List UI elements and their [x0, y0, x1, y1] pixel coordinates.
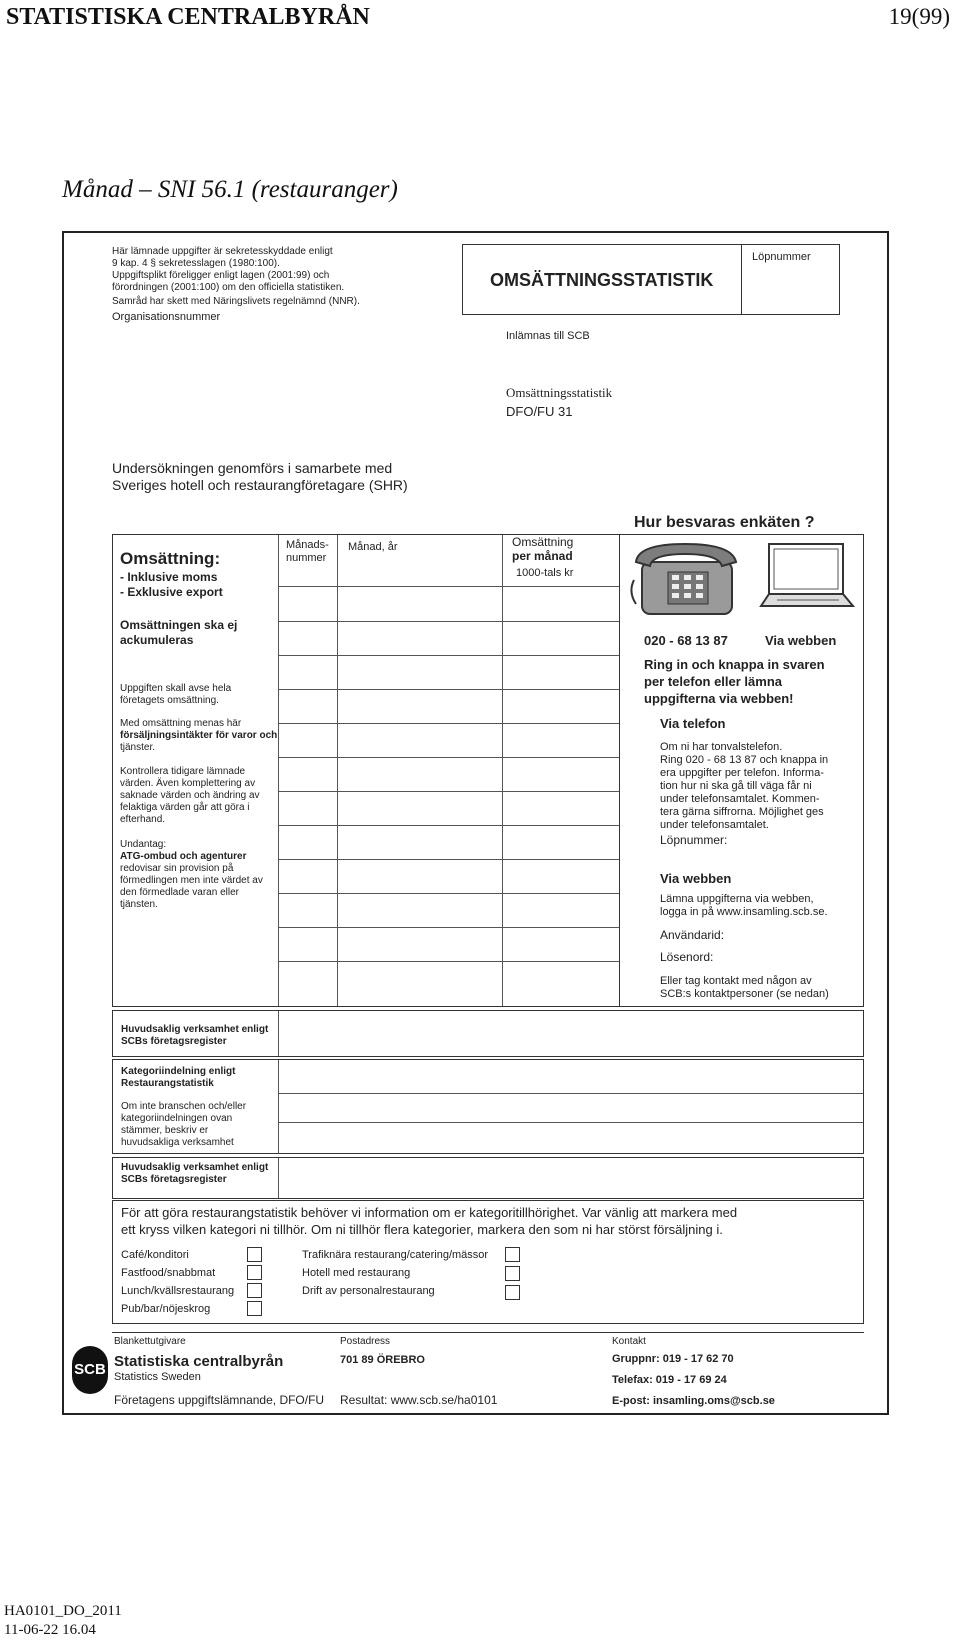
phone-line: tion hur ni ska gå till väga får ni — [660, 780, 812, 792]
cat-traffic-checkbox[interactable] — [505, 1247, 520, 1262]
cat-traffic: Trafiknära restaurang/catering/mässor — [302, 1249, 489, 1261]
label-line: stämmer, beskriv er — [121, 1125, 209, 1136]
email-address: E-post: insamling.oms@scb.se — [612, 1395, 775, 1407]
phone-number: 020 - 68 13 87 — [644, 633, 728, 648]
conf-line: 9 kap. 4 § sekretesslagen (1980:100). — [112, 258, 280, 269]
describe-label — [121, 1101, 246, 1149]
laptop-icon — [757, 540, 857, 614]
label-line: Huvudsaklig verksamhet enligt — [121, 1024, 269, 1035]
postal-address: 701 89 ÖREBRO — [340, 1354, 425, 1366]
section-subtitle: Månad – SNI 56.1 (restauranger) — [62, 176, 398, 203]
cat-staff-checkbox[interactable] — [505, 1285, 520, 1300]
via-web-label: Via webben — [765, 633, 837, 648]
meaning-note — [120, 718, 277, 754]
note-line: tjänsten. — [120, 899, 158, 910]
lopnummer-label: Löpnummer — [752, 251, 811, 263]
phone-line: Ring 020 - 68 13 87 och knappa in — [660, 754, 829, 766]
intro-line: ett kryss vilken kategori ni tillhör. Om ni tillhör flera kategorier, markera den som ni har störst försäljning i. — [121, 1222, 723, 1237]
phone-line: Om ni har tonvalstelefon. — [660, 741, 783, 753]
note-line: saknade värden och ändring av — [120, 790, 260, 801]
note-line: ATG-ombud och agenturer — [120, 851, 247, 862]
ring-line: uppgifterna via webben! — [644, 691, 794, 706]
cat-staff: Drift av personalrestaurang — [302, 1285, 435, 1297]
col-header-line: Månads- — [286, 539, 329, 551]
label-line: Huvudsaklig verksamhet enligt — [121, 1162, 269, 1173]
label-line: SCBs företagsregister — [121, 1174, 227, 1185]
note-line: tjänster. — [120, 742, 156, 753]
scb-name: Statistiska centralbyrån — [114, 1353, 284, 1370]
conf-line: Här lämnade uppgifter är sekretesskyddade enligt — [112, 246, 333, 257]
cat-lunch: Lunch/kvällsrestaurang — [121, 1285, 235, 1297]
user-id-label: Användarid: — [660, 928, 725, 942]
activity-label-2 — [121, 1162, 268, 1186]
category-intro — [121, 1204, 737, 1238]
conf-line: Uppgiftsplikt föreligger enligt lagen (2001:99) och — [112, 270, 330, 281]
cooperation-line: Sveriges hotell och restaurangföretagare (SHR) — [112, 477, 408, 493]
col-turnover — [512, 535, 573, 563]
col-header-line: Omsättning — [512, 535, 574, 549]
note-line: försäljningsintäkter för varor och — [120, 730, 278, 741]
incl-vat: - Inklusive moms — [120, 570, 218, 584]
ring-line: per telefon eller lämna — [644, 674, 782, 689]
note-line: Uppgiften skall avse hela — [120, 683, 232, 694]
cat-pub: Pub/bar/nöjeskrog — [121, 1303, 211, 1315]
exception-note — [120, 839, 263, 911]
scb-department: Företagens uppgiftslämnande, DFO/FU — [114, 1393, 325, 1407]
conf-line: förordningen (2001:100) om den officiella statistiken. — [112, 282, 345, 293]
cooperation-line: Undersökningen genomförs i samarbete med — [112, 460, 393, 476]
note-line: förmedlingen men inte värdet av — [120, 875, 263, 886]
note-line: redovisar sin provision på — [120, 863, 234, 874]
cat-cafe: Café/konditori — [121, 1249, 189, 1261]
col-header-line: nummer — [286, 552, 327, 564]
phone-line: era uppgifter per telefon. Informa- — [660, 767, 824, 779]
password-label: Lösenord: — [660, 950, 714, 964]
turnover-heading: Omsättning: — [120, 549, 221, 568]
note-line: företagets omsättning. — [120, 695, 219, 706]
contact-note — [660, 975, 829, 1001]
how-to-answer-title: Hur besvaras enkäten ? — [634, 514, 815, 531]
note-line: ackumuleras — [120, 633, 194, 647]
form-owner-label: Blankettutgivare — [114, 1336, 186, 1347]
document-date: 11-06-22 16.04 — [4, 1622, 96, 1638]
no-accumulate — [120, 618, 237, 648]
intro-line: För att göra restaurangstatistik behöver vi information om er kategoritillhörighet. Var vänlig att markera med — [121, 1205, 738, 1220]
document-code: HA0101_DO_2011 — [4, 1603, 122, 1619]
confidentiality-notice — [112, 246, 360, 308]
scb-logo: SCB — [72, 1346, 108, 1394]
phone-line: under telefonsamtalet. Kommen- — [660, 793, 820, 805]
fax-number: Telefax: 019 - 17 69 24 — [612, 1374, 727, 1386]
note-line: efterhand. — [120, 814, 166, 825]
address-line-1: Omsättningsstatistik — [506, 385, 613, 400]
org-header: STATISTISKA CENTRALBYRÅN — [6, 4, 370, 30]
note-line: den förmedlade varan eller — [120, 887, 239, 898]
contact-label: Kontakt — [612, 1336, 646, 1347]
group-phone: Gruppnr: 019 - 17 62 70 — [612, 1353, 734, 1365]
note-line: felaktiga värden går att göra i — [120, 802, 250, 813]
col-month-number — [286, 539, 329, 565]
note-line: Omsättningen ska ej — [120, 618, 238, 632]
ring-line: Ring in och knappa in svaren — [644, 657, 825, 672]
telephone-icon — [630, 540, 740, 620]
web-line: Lämna uppgifterna via webben, — [660, 893, 814, 905]
cooperation-note — [112, 460, 408, 494]
col-month-year: Månad, år — [348, 541, 398, 553]
cat-pub-checkbox[interactable] — [247, 1301, 262, 1316]
note-line: värden. Även komplettering av — [120, 778, 256, 789]
conf-line: Samråd har skett med Näringslivets regelnämnd (NNR). — [112, 296, 360, 307]
cat-lunch-checkbox[interactable] — [247, 1283, 262, 1298]
scb-name-en: Statistics Sweden — [114, 1371, 201, 1383]
submit-to: Inlämnas till SCB — [506, 330, 590, 342]
cat-hotel: Hotell med restaurang — [302, 1267, 411, 1279]
contact-line: SCB:s kontaktpersoner (se nedan) — [660, 988, 829, 1000]
web-line: logga in på www.insamling.scb.se. — [660, 906, 828, 918]
excl-export: - Exklusive export — [120, 585, 223, 599]
phone-line: tera gärna siffrorna. Möjlighet ges — [660, 806, 824, 818]
note-line: Med omsättning menas här — [120, 718, 242, 729]
cat-fastfood-checkbox[interactable] — [247, 1265, 262, 1280]
activity-label-1 — [121, 1024, 268, 1048]
address-line-2: DFO/FU 31 — [506, 404, 573, 419]
cat-fastfood: Fastfood/snabbmat — [121, 1267, 216, 1279]
via-phone-heading: Via telefon — [660, 716, 726, 731]
label-line: kategoriindelningen ovan — [121, 1113, 233, 1124]
col-header-line: per månad — [512, 549, 573, 563]
note-line: Kontrollera tidigare lämnade — [120, 766, 246, 777]
col-turnover-unit: 1000-tals kr — [516, 567, 574, 579]
label-line: SCBs företagsregister — [121, 1036, 227, 1047]
form-title: OMSÄTTNINGSSTATISTIK — [490, 270, 714, 290]
whole-company-note — [120, 683, 231, 707]
page-number: 19(99) — [888, 4, 950, 29]
org-number-label: Organisationsnummer — [112, 311, 221, 323]
category-label — [121, 1066, 235, 1090]
results-url: Resultat: www.scb.se/ha0101 — [340, 1393, 498, 1407]
web-instructions — [660, 893, 828, 919]
label-line: Kategoriindelning enligt — [121, 1066, 236, 1077]
contact-line: Eller tag kontakt med någon av — [660, 975, 812, 987]
label-line: Om inte branschen och/eller — [121, 1101, 247, 1112]
postal-label: Postadress — [340, 1336, 391, 1347]
label-line: huvudsakliga verksamhet — [121, 1137, 234, 1148]
cat-cafe-checkbox[interactable] — [247, 1247, 262, 1262]
ring-instructions — [644, 656, 825, 707]
cat-hotel-checkbox[interactable] — [505, 1266, 520, 1281]
note-line: Undantag: — [120, 839, 167, 850]
phone-instructions — [660, 741, 828, 832]
label-line: Restaurangstatistik — [121, 1078, 214, 1089]
check-values-note — [120, 766, 260, 826]
lopnummer-field-label: Löpnummer: — [660, 833, 728, 847]
via-web-heading: Via webben — [660, 871, 732, 886]
phone-line: under telefonsamtalet. — [660, 819, 769, 831]
